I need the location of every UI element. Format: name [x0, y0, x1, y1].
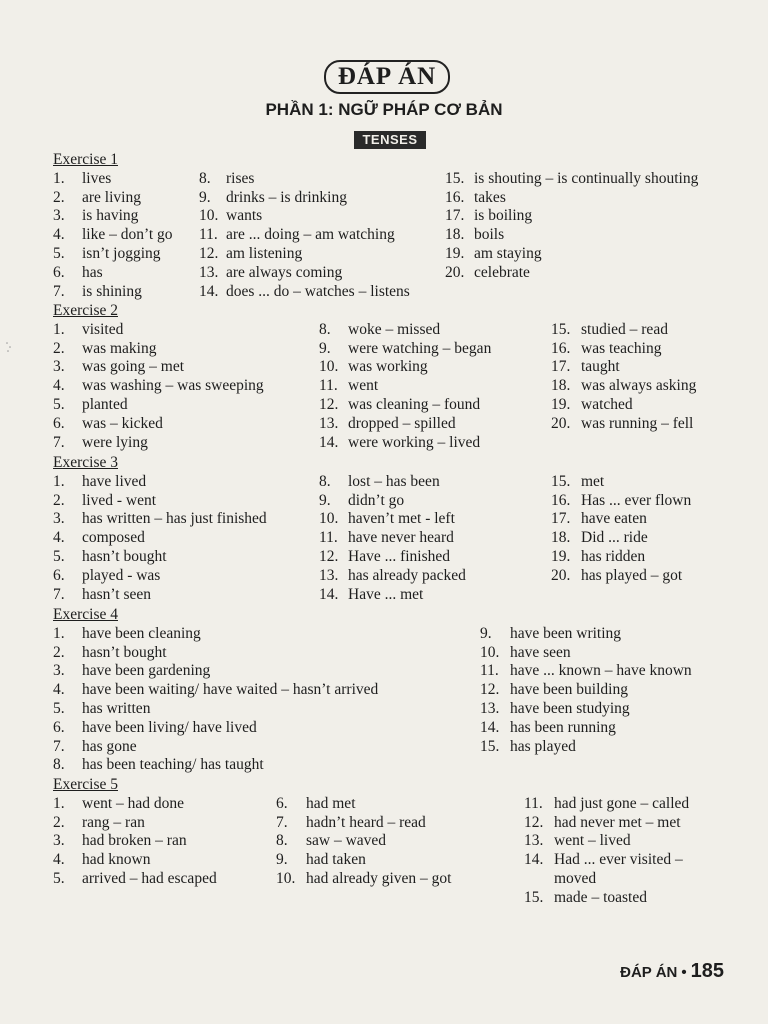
item-number: 15.: [480, 737, 500, 755]
item-number: 19.: [551, 395, 571, 413]
item-number: 3.: [53, 207, 65, 225]
page-title: ĐÁP ÁN: [337, 63, 437, 90]
item-number: 1.: [53, 169, 65, 187]
item-answer: am staying: [474, 244, 542, 262]
item-number: 2.: [53, 339, 65, 357]
item-number: 15.: [551, 472, 571, 490]
item-number: 7.: [53, 282, 65, 300]
item-number: 9.: [199, 188, 211, 206]
item-answer: was – kicked: [82, 414, 163, 432]
item-number: 10.: [276, 869, 296, 887]
item-answer: hadn’t heard – read: [306, 813, 426, 831]
item-answer: had never met – met: [554, 813, 681, 831]
item-number: 15.: [524, 888, 544, 906]
item-answer: lived - went: [82, 491, 157, 509]
item-number: 16.: [445, 188, 465, 206]
item-number: 14.: [319, 433, 339, 451]
item-number: 18.: [551, 529, 571, 547]
item-number: 14.: [319, 585, 339, 603]
item-answer: am listening: [226, 244, 303, 262]
item-number: 13.: [319, 414, 339, 432]
item-answer: has been running: [510, 718, 616, 736]
item-answer: had broken – ran: [82, 832, 187, 850]
item-answer: does ... do – watches – listens: [226, 282, 410, 300]
item-number: 12.: [199, 244, 219, 262]
item-answer: played - was: [82, 566, 161, 584]
item-answer: boils: [474, 226, 505, 244]
item-number: 5.: [53, 699, 65, 717]
item-answer: has already packed: [348, 566, 466, 584]
item-number: 9.: [319, 339, 331, 357]
footer-separator: •: [681, 964, 687, 981]
part-subtitle: PHẦN 1: NGỮ PHÁP CƠ BẢN: [265, 100, 503, 119]
item-answer: went: [348, 377, 379, 395]
item-number: 6.: [53, 263, 65, 281]
item-answer: Have ... finished: [348, 547, 451, 565]
item-number: 14.: [524, 851, 544, 869]
item-answer: have seen: [510, 643, 571, 661]
item-number: 10.: [319, 510, 339, 528]
item-number: 5.: [53, 244, 65, 262]
item-number: 8.: [199, 169, 211, 187]
item-number: 7.: [53, 585, 65, 603]
item-number: 13.: [480, 699, 500, 717]
item-answer: is shining: [82, 282, 142, 300]
item-answer: hasn’t bought: [82, 547, 167, 565]
item-number: 9.: [276, 851, 288, 869]
item-number: 6.: [53, 718, 65, 736]
item-number: 18.: [445, 226, 465, 244]
item-answer: is shouting – is continually shouting: [474, 169, 699, 187]
item-number: 2.: [53, 643, 65, 661]
item-number: 9.: [319, 491, 331, 509]
item-answer: celebrate: [474, 263, 530, 281]
item-answer: were watching – began: [348, 339, 492, 357]
item-answer: were working – lived: [348, 433, 481, 451]
item-answer: rises: [226, 169, 255, 187]
item-number: 20.: [551, 566, 571, 584]
topic-badge: TENSES: [354, 131, 426, 149]
item-number: 10.: [199, 207, 219, 225]
item-answer: was teaching: [581, 339, 662, 357]
item-number: 5.: [53, 869, 65, 887]
item-answer: planted: [82, 395, 128, 413]
item-number: 3.: [53, 662, 65, 680]
item-number: 8.: [53, 756, 65, 774]
item-answer: was washing – was sweeping: [82, 377, 264, 395]
exercise-heading: Exercise 3: [53, 454, 118, 471]
item-answer: are ... doing – am watching: [226, 226, 395, 244]
item-answer: rang – ran: [82, 813, 145, 831]
item-answer: has played – got: [581, 566, 683, 584]
footer-label: ĐÁP ÁN: [620, 964, 678, 981]
item-answer: have eaten: [581, 510, 647, 528]
item-answer: Has ... ever flown: [581, 491, 692, 509]
item-answer: Have ... met: [348, 585, 424, 603]
item-answer: wants: [226, 207, 263, 225]
item-answer: has written – has just finished: [82, 510, 267, 528]
item-number: 1.: [53, 624, 65, 642]
item-answer: was making: [82, 339, 157, 357]
item-number: 4.: [53, 226, 65, 244]
item-number: 4.: [53, 681, 65, 699]
item-number: 13.: [199, 263, 219, 281]
item-answer: have been writing: [510, 624, 622, 642]
item-answer: has: [82, 263, 103, 281]
item-answer: arrived – had escaped: [82, 869, 217, 887]
item-number: 6.: [276, 794, 288, 812]
item-number: 16.: [551, 339, 571, 357]
item-number: 17.: [551, 358, 571, 376]
item-answer: dropped – spilled: [348, 414, 456, 432]
exercise-heading: Exercise 4: [53, 606, 118, 623]
item-number: 2.: [53, 491, 65, 509]
item-answer: Did ... ride: [581, 529, 648, 547]
item-answer: have been studying: [510, 699, 630, 717]
item-answer: have been building: [510, 681, 628, 699]
item-number: 3.: [53, 510, 65, 528]
item-number: 7.: [276, 813, 288, 831]
item-number: 1.: [53, 320, 65, 338]
item-answer: have been living/ have lived: [82, 718, 257, 736]
item-answer: was always asking: [581, 377, 697, 395]
item-number: 7.: [53, 737, 65, 755]
item-answer: were lying: [82, 433, 148, 451]
item-answer: made – toasted: [554, 888, 647, 906]
item-answer: takes: [474, 188, 506, 206]
item-answer: had just gone – called: [554, 794, 690, 812]
title-frame: [324, 60, 450, 94]
item-answer: had known: [82, 851, 151, 869]
item-answer: have lived: [82, 472, 147, 490]
item-number: 6.: [53, 566, 65, 584]
item-answer: taught: [581, 358, 620, 376]
item-number: 6.: [53, 414, 65, 432]
item-number: 17.: [445, 207, 465, 225]
item-number: 16.: [551, 491, 571, 509]
item-number: 5.: [53, 395, 65, 413]
item-answer: have never heard: [348, 529, 454, 547]
item-answer: has written: [82, 699, 151, 717]
item-number: 4.: [53, 377, 65, 395]
item-number: 4.: [53, 529, 65, 547]
page-footer: [620, 960, 724, 983]
item-answer: are living: [82, 188, 141, 206]
item-answer: met: [581, 472, 605, 490]
item-number: 14.: [199, 282, 219, 300]
item-number: 8.: [319, 320, 331, 338]
item-answer: lives: [82, 169, 112, 187]
item-answer: was running – fell: [581, 414, 694, 432]
item-answer: hasn’t bought: [82, 643, 167, 661]
exercise-heading: Exercise 2: [53, 302, 118, 319]
exercise-heading: Exercise 5: [53, 776, 118, 793]
item-answer: had already given – got: [306, 869, 452, 887]
item-number: 3.: [53, 832, 65, 850]
item-answer: have been gardening: [82, 662, 211, 680]
page-number: 185: [690, 960, 724, 982]
item-number: 20.: [445, 263, 465, 281]
item-answer: watched: [581, 395, 633, 413]
item-number: 19.: [445, 244, 465, 262]
item-number: 11.: [319, 529, 338, 547]
exercise-heading: Exercise 1: [53, 151, 118, 168]
item-answer: isn’t jogging: [82, 244, 161, 262]
item-number: 12.: [480, 681, 500, 699]
item-answer: has played: [510, 737, 576, 755]
margin-mark: [4, 340, 14, 354]
item-answer: went – had done: [82, 794, 185, 812]
item-number: 8.: [276, 832, 288, 850]
item-answer: like – don’t go: [82, 226, 173, 244]
item-answer: haven’t met - left: [348, 510, 455, 528]
item-number: 1.: [53, 472, 65, 490]
item-number: 3.: [53, 358, 65, 376]
item-answer: was cleaning – found: [348, 395, 481, 413]
item-number: 2.: [53, 813, 65, 831]
item-answer: woke – missed: [348, 320, 441, 338]
item-number: 9.: [480, 624, 492, 642]
item-number: 11.: [319, 377, 338, 395]
item-number: 14.: [480, 718, 500, 736]
item-answer: have been cleaning: [82, 624, 201, 642]
item-number: 4.: [53, 851, 65, 869]
item-answer: have ... known – have known: [510, 662, 692, 680]
item-number: 5.: [53, 547, 65, 565]
item-number: 10.: [480, 643, 500, 661]
item-number: 17.: [551, 510, 571, 528]
item-answer: has gone: [82, 737, 137, 755]
item-number: 19.: [551, 547, 571, 565]
item-answer: have been waiting/ have waited – hasn’t arrived: [82, 681, 379, 699]
item-answer: hasn’t seen: [82, 585, 152, 603]
item-number: 2.: [53, 188, 65, 206]
item-number: 1.: [53, 794, 65, 812]
item-number: 11.: [480, 662, 499, 680]
item-answer: drinks – is drinking: [226, 188, 347, 206]
item-answer: are always coming: [226, 263, 343, 281]
item-answer: didn’t go: [348, 491, 405, 509]
item-answer: had met: [306, 794, 356, 812]
item-answer-continued: moved: [554, 869, 597, 887]
item-answer: went – lived: [554, 832, 631, 850]
item-number: 15.: [445, 169, 465, 187]
item-answer: was working: [348, 358, 428, 376]
item-answer: visited: [82, 320, 124, 338]
item-answer: studied – read: [581, 320, 668, 338]
item-number: 13.: [524, 832, 544, 850]
item-answer: has been teaching/ has taught: [82, 756, 264, 774]
item-number: 12.: [524, 813, 544, 831]
item-answer: Had ... ever visited –: [554, 851, 683, 869]
item-answer: is having: [82, 207, 139, 225]
item-answer: had taken: [306, 851, 366, 869]
item-number: 12.: [319, 395, 339, 413]
item-answer: was going – met: [82, 358, 185, 376]
item-number: 11.: [524, 794, 543, 812]
item-number: 13.: [319, 566, 339, 584]
item-number: 20.: [551, 414, 571, 432]
item-answer: is boiling: [474, 207, 533, 225]
item-answer: composed: [82, 529, 145, 547]
item-number: 7.: [53, 433, 65, 451]
item-number: 12.: [319, 547, 339, 565]
item-number: 10.: [319, 358, 339, 376]
item-number: 11.: [199, 226, 218, 244]
item-answer: saw – waved: [306, 832, 387, 850]
item-answer: has ridden: [581, 547, 646, 565]
item-number: 8.: [319, 472, 331, 490]
item-answer: lost – has been: [348, 472, 440, 490]
item-number: 15.: [551, 320, 571, 338]
item-number: 18.: [551, 377, 571, 395]
